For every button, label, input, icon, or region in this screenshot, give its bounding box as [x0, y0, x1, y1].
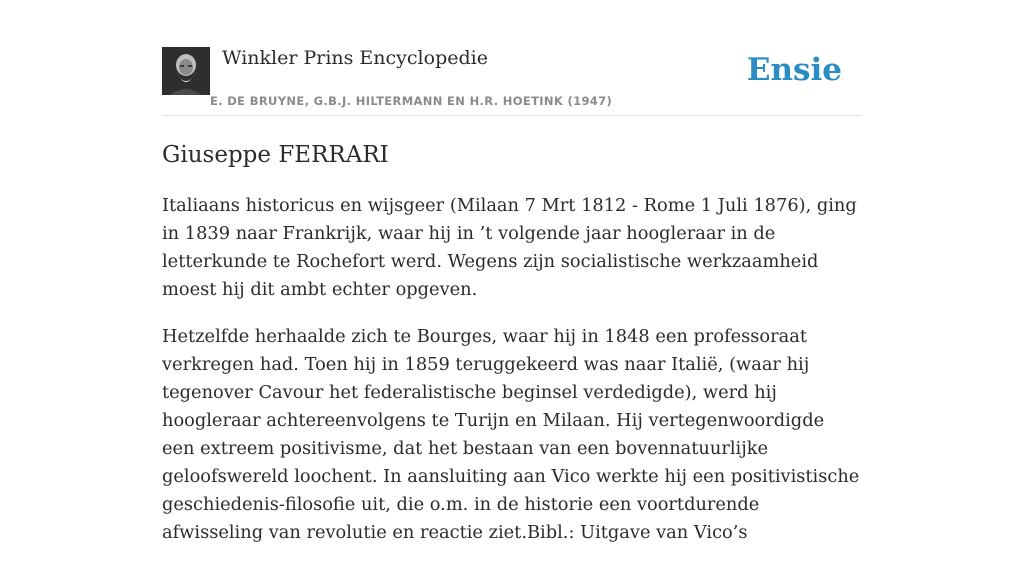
- author-portrait-icon[interactable]: [162, 47, 210, 95]
- site-header: [162, 0, 862, 116]
- article-title: Giuseppe FERRARI: [162, 142, 389, 168]
- article-paragraph: Italiaans historicus en wijsgeer (Milaan 7 Mrt 1812 - Rome 1 Juli 1876), ging in 1839 naar Frankrijk, waar hij in ’t volgende jaar hoogleraar in de letterkunde te Rochefort werd. Wegens zijn socialistische werkzaamheid moest hij dit ambt echter opgeven.: [162, 195, 857, 300]
- ensie-logo[interactable]: Ensie: [746, 52, 842, 88]
- site-title[interactable]: Winkler Prins Encyclopedie: [222, 47, 488, 69]
- page-container: [162, 0, 862, 543]
- article-byline: E. DE BRUYNE, G.B.J. HILTERMANN EN H.R. HOETINK (1947): [210, 94, 613, 108]
- article-body: [162, 192, 862, 566]
- article-paragraph: Hetzelfde herhaalde zich te Bourges, waar hij in 1848 een professoraat verkregen had. Toen hij in 1859 teruggekeerd was naar Italië, (waar hij tegenover Cavour het federalistische beginsel verdedigde), werd hij hoogleraar achtereenvolgens te Turijn en Milaan. Hij vertegenwoordigde een extreem positivisme, dat het bestaan van een bovennatuurlijke geloofswereld loochent. In aansluiting aan Vico werkte hij een positivistische geschiedenis-filosofie uit, die o.m. in de historie een voortdurende afwisseling van revolutie en reactie ziet.Bibl.: Uitgave van Vico’s: [162, 326, 860, 543]
